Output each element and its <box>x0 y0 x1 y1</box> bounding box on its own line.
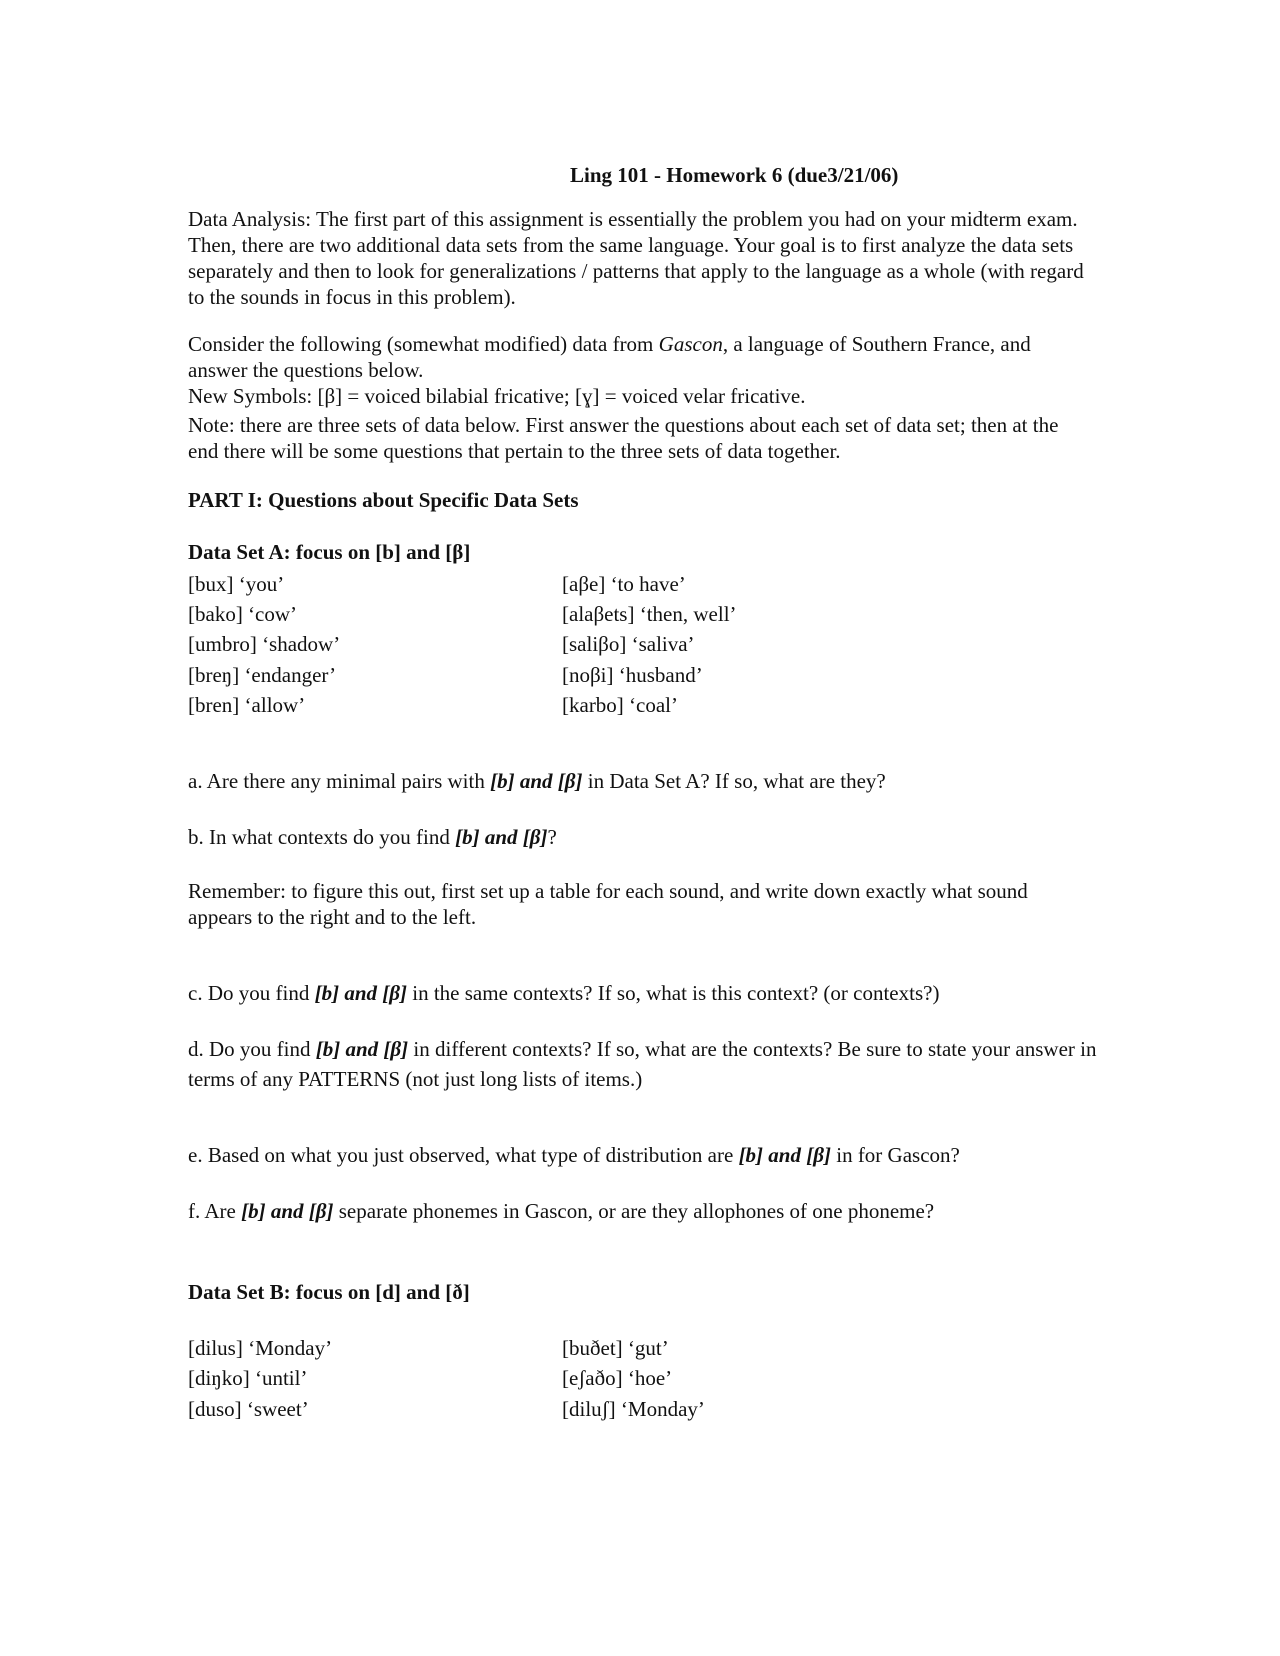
data-item: [buðet] ‘gut’ <box>562 1336 669 1360</box>
question-f: f. Are [b] and [β] separate phonemes in Gascon, or are they allophones of one phoneme? <box>188 1199 935 1223</box>
data-item: [aβe] ‘to have’ <box>562 572 686 596</box>
data-item: [alaβets] ‘then, well’ <box>562 602 737 626</box>
data-item: [bux] ‘you’ <box>188 572 285 596</box>
question-c: c. Do you find [b] and [β] in the same contexts? If so, what is this context? (or contexts?) <box>188 981 940 1005</box>
data-item: [eʃaðo] ‘hoe’ <box>562 1366 673 1390</box>
page-title: Ling 101 - Homework 6 (due3/21/06) <box>570 163 899 187</box>
remember-note: Remember: to figure this out, first set up a table for each sound, and write down exactly what sound appears to the right and to the left. <box>188 879 1028 929</box>
data-item: [noβi] ‘husband’ <box>562 663 703 687</box>
data-item: [diŋko] ‘until’ <box>188 1366 308 1390</box>
data-item: [dilus] ‘Monday’ <box>188 1336 333 1360</box>
focus-pair: [b] and [β] <box>455 825 548 849</box>
note-paragraph: Note: there are three sets of data below. First answer the questions about each set of data set; then at the end there will be some questions that pertain to the three sets of data together. <box>188 413 1059 463</box>
question-b: b. In what contexts do you find [b] and [β]? <box>188 825 557 849</box>
data-item: [umbro] ‘shadow’ <box>188 632 341 656</box>
part1-heading: PART I: Questions about Specific Data Sets <box>188 488 579 512</box>
data-item: [bren] ‘allow’ <box>188 693 306 717</box>
question-d: d. Do you find [b] and [β] in different contexts? If so, what are the contexts? Be sure to state your answer in terms of any PATTERNS (not just long lists of items.) <box>188 1037 1097 1091</box>
focus-pair: [b] and [β] <box>738 1143 831 1167</box>
data-item: [karbo] ‘coal’ <box>562 693 679 717</box>
data-item: [bako] ‘cow’ <box>188 602 298 626</box>
consider-paragraph: Consider the following (somewhat modified) data from Gascon, a language of Southern France, and answer the questions below. <box>188 332 1031 382</box>
question-e: e. Based on what you just observed, what type of distribution are [b] and [β] in for Gascon? <box>188 1143 960 1167</box>
focus-pair: [b] and [β] <box>241 1199 334 1223</box>
data-set-a-heading: Data Set A: focus on [b] and [β] <box>188 540 471 564</box>
data-item: [duso] ‘sweet’ <box>188 1397 309 1421</box>
focus-pair: [b] and [β] <box>314 981 407 1005</box>
new-symbols: New Symbols: [β] = voiced bilabial fricative; [ɣ] = voiced velar fricative. <box>188 384 806 408</box>
data-item: [saliβo] ‘saliva’ <box>562 632 695 656</box>
data-item: [diluʃ] ‘Monday’ <box>562 1397 705 1421</box>
focus-pair: [b] and [β] <box>315 1037 409 1061</box>
data-item: [breŋ] ‘endanger’ <box>188 663 337 687</box>
focus-pair: [b] and [β] <box>490 769 583 793</box>
intro-paragraph: Data Analysis: The first part of this assignment is essentially the problem you had on your midterm exam. Then, there are two additional data sets from the same language. Your goal is to first analyze the data sets separately and then to look for generalizations / patterns that apply to the language as a whole (with regard to the sounds in focus in this problem). <box>188 207 1084 309</box>
data-set-b-heading: Data Set B: focus on [d] and [ð] <box>188 1280 470 1304</box>
question-a: a. Are there any minimal pairs with [b] and [β] in Data Set A? If so, what are they? <box>188 769 886 793</box>
language-name: Gascon <box>658 332 723 356</box>
